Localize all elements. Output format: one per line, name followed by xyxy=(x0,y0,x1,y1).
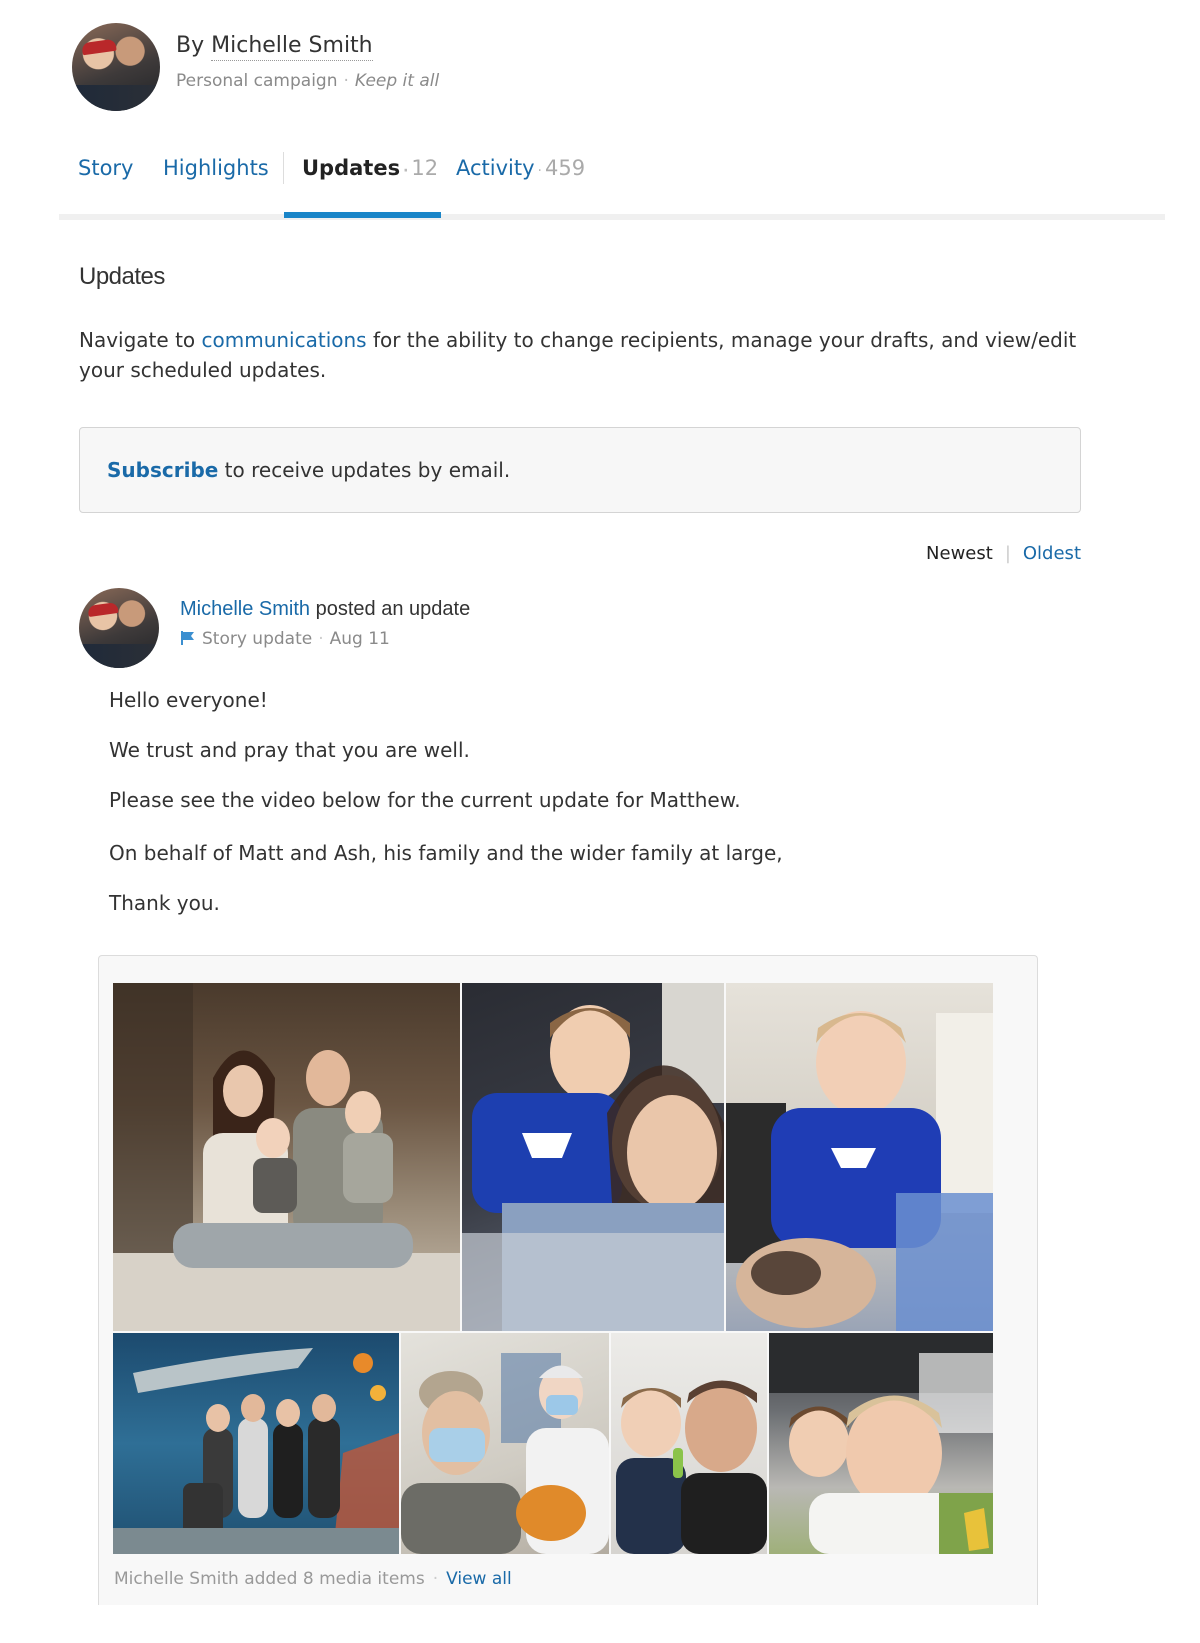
gallery-photo-woman-child[interactable] xyxy=(769,1333,993,1554)
gallery-photo-toddler-hoodie[interactable] xyxy=(726,983,993,1331)
post-action: posted an update xyxy=(315,598,471,620)
tab-divider xyxy=(283,152,284,184)
flag-icon xyxy=(180,630,196,646)
gallery-photo-masks[interactable] xyxy=(401,1333,609,1554)
subscribe-text xyxy=(107,458,510,482)
media-summary: Michelle Smith added 8 media items xyxy=(114,1569,425,1589)
separator-dot: · xyxy=(343,71,349,91)
avatar-hat-detail xyxy=(81,39,116,56)
tab-updates-count: 12 xyxy=(411,156,439,180)
post-paragraph: On behalf of Matt and Ash, his family and the wider family at large, xyxy=(109,841,783,865)
subscribe-link[interactable]: Subscribe xyxy=(107,458,219,482)
avatar-shirt-detail xyxy=(79,644,159,668)
gallery-photo-father-toddler[interactable] xyxy=(611,1333,767,1554)
sort-toggle xyxy=(926,543,1081,564)
tab-activity[interactable] xyxy=(456,156,585,216)
tab-updates[interactable] xyxy=(302,156,438,216)
photo-woman-child-image xyxy=(769,1333,993,1554)
photo-aquarium-image xyxy=(113,1333,399,1554)
subscribe-description: to receive updates by email. xyxy=(218,458,511,482)
post-paragraph: Thank you. xyxy=(109,891,220,915)
post-paragraph: Please see the video below for the current update for Matthew. xyxy=(109,788,741,812)
section-title: Updates xyxy=(79,263,165,290)
campaign-subline xyxy=(176,71,439,91)
campaign-type: Personal campaign xyxy=(176,71,338,91)
tab-activity-label: Activity xyxy=(456,156,535,180)
sort-oldest-link[interactable]: Oldest xyxy=(1022,543,1081,564)
gallery-photo-mother-son-selfie[interactable] xyxy=(462,983,724,1331)
campaign-mode[interactable]: Keep it all xyxy=(354,71,440,91)
post-paragraph: Hello everyone! xyxy=(109,688,268,712)
owner-avatar[interactable] xyxy=(72,23,160,111)
media-footer xyxy=(114,1569,512,1589)
post-author-avatar[interactable] xyxy=(79,588,159,668)
communications-link[interactable]: communications xyxy=(201,328,367,352)
photo-family-outdoors-image xyxy=(113,983,460,1331)
tab-highlights[interactable] xyxy=(163,156,269,216)
photo-masks-image xyxy=(401,1333,609,1554)
avatar-hat-detail xyxy=(87,602,118,617)
post-date: Aug 11 xyxy=(329,629,390,649)
separator-dot: · xyxy=(537,163,542,179)
intro-text-after: for the ability to change recipients, manage your drafts, and view/edit your scheduled updates. xyxy=(79,328,1077,382)
separator-dot: · xyxy=(432,1569,439,1589)
tab-activity-count: 459 xyxy=(545,156,586,180)
active-tab-indicator xyxy=(284,212,441,218)
view-all-media-link[interactable]: View all xyxy=(446,1569,512,1589)
post-paragraph: We trust and pray that you are well. xyxy=(109,738,470,762)
photo-mother-son-image xyxy=(462,983,724,1331)
avatar-shirt-detail xyxy=(72,85,160,111)
campaign-header xyxy=(72,23,672,113)
gallery-photo-aquarium-group[interactable] xyxy=(113,1333,399,1554)
separator-dot: · xyxy=(403,163,409,179)
sort-divider: | xyxy=(1004,543,1011,564)
tab-story-label: Story xyxy=(78,156,134,180)
intro-text-before: Navigate to xyxy=(79,328,202,352)
byline-prefix: By xyxy=(176,33,205,58)
media-gallery xyxy=(98,955,1038,1605)
post-type: Story update xyxy=(202,629,313,649)
owner-name-link[interactable]: Michelle Smith xyxy=(211,33,373,61)
separator-dot: · xyxy=(318,629,324,649)
tab-updates-label: Updates xyxy=(302,156,401,180)
section-intro xyxy=(79,325,1079,385)
tab-bar xyxy=(59,140,1165,220)
gallery-photo-family-outdoors[interactable] xyxy=(113,983,460,1331)
byline xyxy=(176,33,373,58)
post-headline xyxy=(180,598,470,621)
tab-highlights-label: Highlights xyxy=(163,156,269,180)
post-author-link[interactable]: Michelle Smith xyxy=(180,598,311,620)
subscribe-box xyxy=(79,427,1081,513)
sort-newest-button[interactable]: Newest xyxy=(926,543,993,564)
tab-story[interactable] xyxy=(78,156,133,216)
photo-father-toddler-image xyxy=(611,1333,767,1554)
post-meta xyxy=(180,628,390,649)
photo-toddler-image xyxy=(726,983,993,1331)
